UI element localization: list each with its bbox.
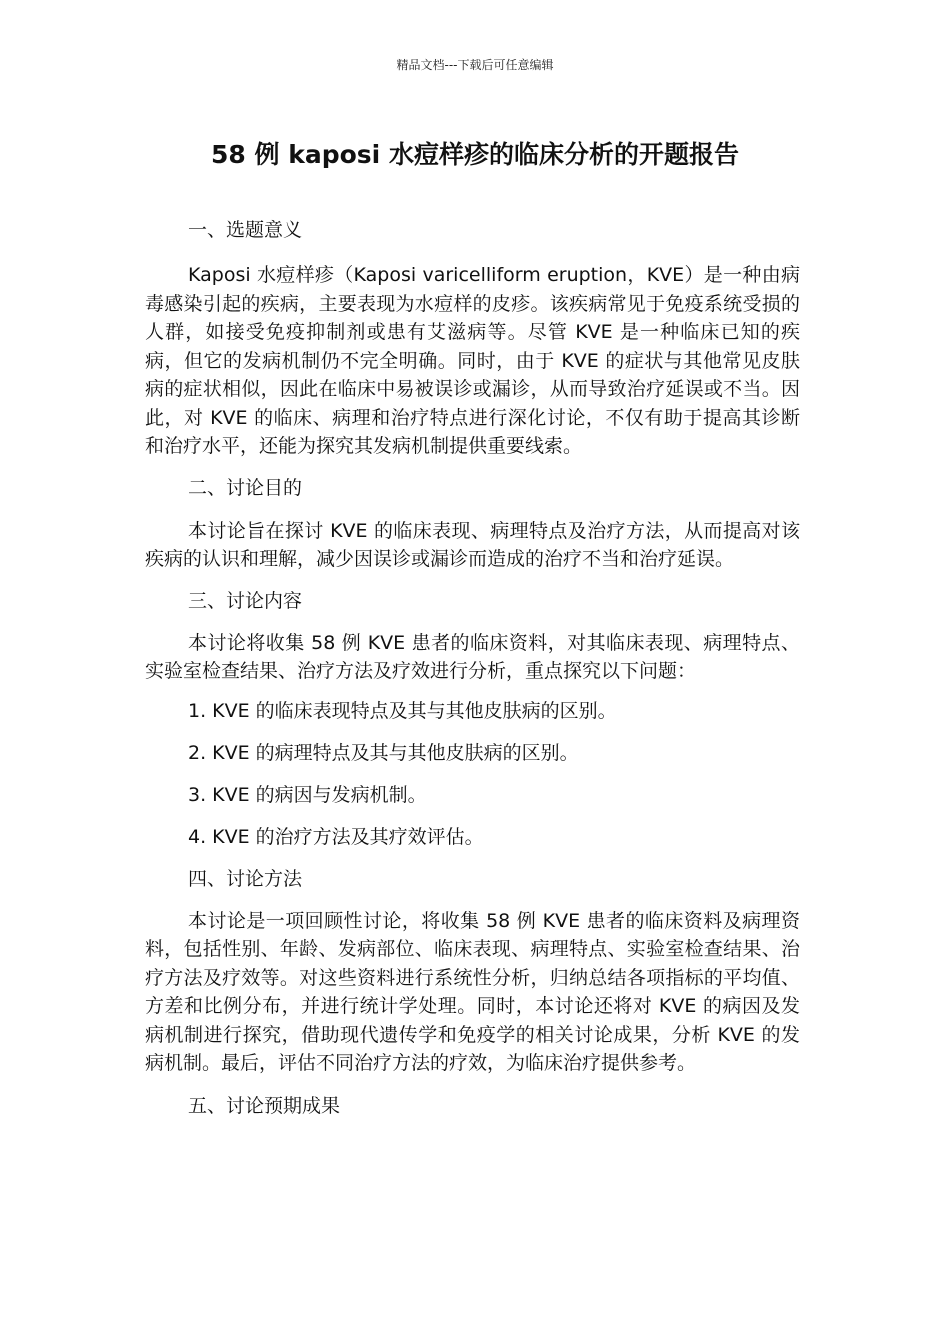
section-heading-significance: 一、选题意义 xyxy=(188,219,303,241)
list-item: 2. KVE 的病理特点及其与其他皮肤病的区别。 xyxy=(188,741,579,764)
section-heading-method: 四、讨论方法 xyxy=(188,867,303,890)
document-title: 58 例 kaposi 水痘样疹的临床分析的开题报告 xyxy=(211,140,739,169)
list-item: 3. KVE 的病因与发病机制。 xyxy=(188,783,427,806)
page-header: 精品文档---下载后可任意编辑 xyxy=(396,58,554,72)
section-paragraph-method: 本讨论是一项回顾性讨论，将收集 58 例 KVE 患者的临床资料及病理资料，包括性别、年龄、发病部位、临床表现、病理特点、实验室检查结果、治疗方法及疗效等。对这些资料进行系统性分析，归纳总结各项指标的平均值、方差和比例分布，并进行统计学处理。同时，本讨论还将对 KVE 的病因及发病机制进行探究，借助现代遗传学和免疫学的相关讨论成果，分析 KVE 的发病机制。最后，评估不同治疗方法的疗效，为临床治疗提供参考。 xyxy=(145,909,800,1074)
list-item: 4. KVE 的治疗方法及其疗效评估。 xyxy=(188,825,484,848)
section-heading-expected-results: 五、讨论预期成果 xyxy=(188,1094,341,1117)
section-heading-content: 三、讨论内容 xyxy=(188,589,303,612)
document-body xyxy=(145,216,800,1121)
section-heading-purpose: 二、讨论目的 xyxy=(188,476,303,499)
section-paragraph-significance: Kaposi 水痘样疹（Kaposi varicelliform eruption，KVE）是一种由病毒感染引起的疾病，主要表现为水痘样的皮疹。该疾病常见于免疫系统受损的人群，如接受免疫抑制剂或患有艾滋病等。尽管 KVE 是一种临床已知的疾病，但它的发病机制仍不完全明确。同时，由于 KVE 的症状与其他常见皮肤病的症状相似，因此在临床中易被误诊或漏诊，从而导致治疗延误或不当。因此，对 KVE 的临床、病理和治疗特点进行深化讨论，不仅有助于提高其诊断和治疗水平，还能为探究其发病机制提供重要线索。 xyxy=(145,264,800,457)
list-item: 1. KVE 的临床表现特点及其与其他皮肤病的区别。 xyxy=(188,699,617,722)
section-paragraph-purpose: 本讨论旨在探讨 KVE 的临床表现、病理特点及治疗方法，从而提高对该疾病的认识和理解，减少因误诊或漏诊而造成的治疗不当和治疗延误。 xyxy=(145,519,800,570)
section-paragraph-content: 本讨论将收集 58 例 KVE 患者的临床资料，对其临床表现、病理特点、实验室检查结果、治疗方法及疗效进行分析，重点探究以下问题： xyxy=(145,631,800,682)
